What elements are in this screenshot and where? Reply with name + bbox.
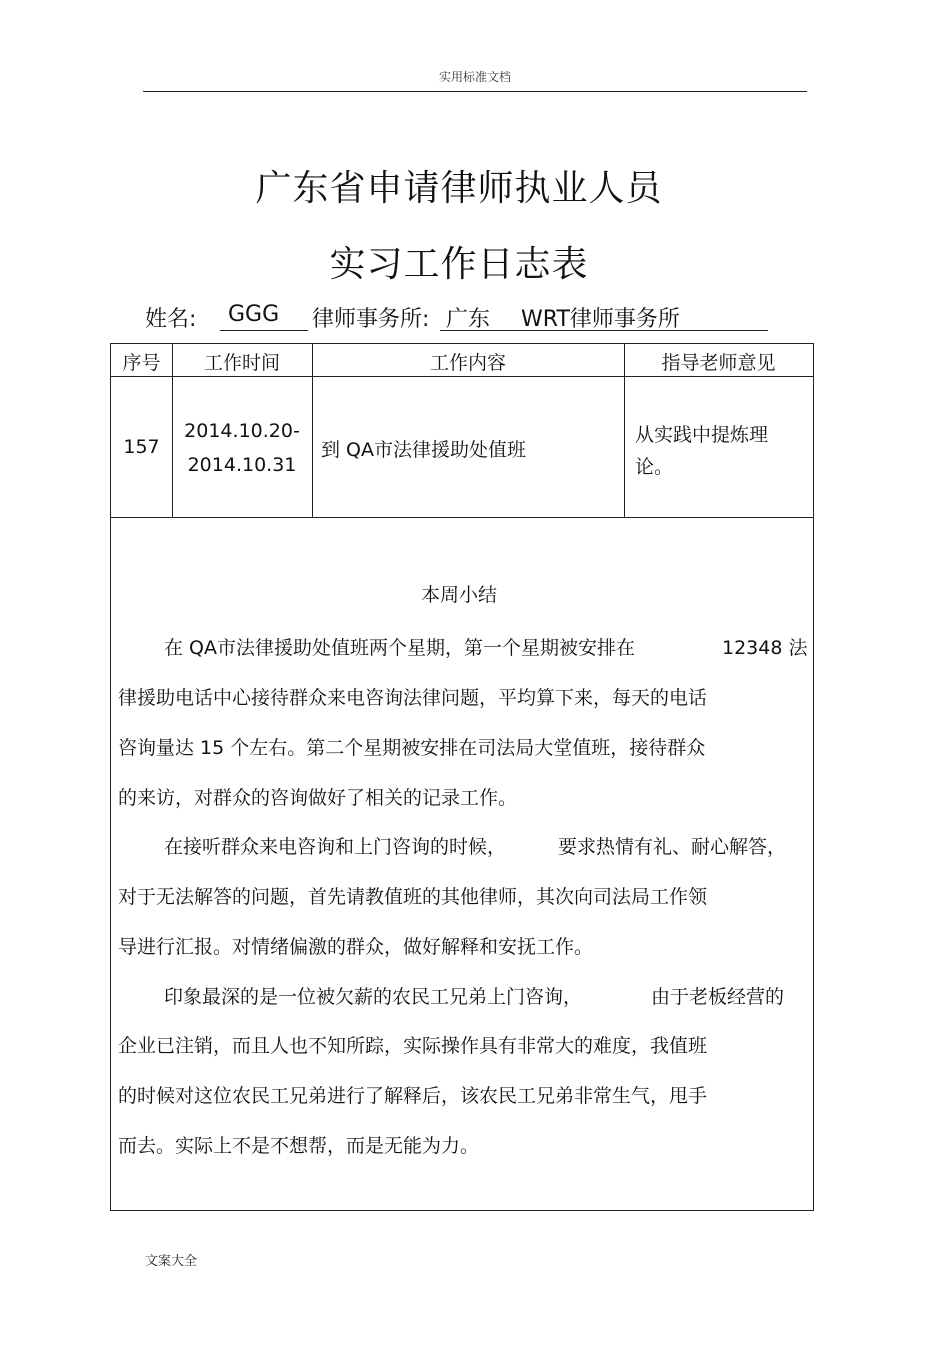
row-opinion-line1: 从实践中提炼理: [635, 424, 769, 446]
name-underline: [220, 330, 308, 331]
firm-value-name: WRT律师事务所: [521, 307, 680, 332]
summary-line: 导进行汇报。对情绪偏激的群众，做好解释和安抚工作。: [118, 936, 594, 958]
summary-line: 印象最深的是一位被欠薪的农民工兄弟上门咨询，: [164, 986, 583, 1008]
summary-line: 要求热情有礼、耐心解答，: [558, 836, 787, 858]
header-work-time: 工作时间: [203, 352, 280, 374]
row-content: 到 QA市法律援助处值班: [321, 439, 526, 461]
page-header-label: 实用标准文档: [438, 70, 511, 84]
row-time-start: 2014.10.20-: [184, 420, 300, 442]
firm-underline: [440, 330, 768, 331]
page-footer-label: 文案大全: [145, 1254, 198, 1269]
info-row: [0, 302, 950, 332]
summary-line: 律援助电话中心接待群众来电咨询法律问题，平均算下来，每天的电话: [118, 687, 708, 709]
row-opinion-line2: 论。: [635, 456, 674, 478]
table-header-divider: [111, 376, 813, 377]
summary-line: 对于无法解答的问题，首先请教值班的其他律师，其次向司法局工作领: [118, 886, 708, 908]
firm-label: 律师事务所:: [312, 307, 430, 332]
row-time-end: 2014.10.31: [187, 454, 297, 476]
row-seq: 157: [123, 436, 160, 458]
summary-line: 12348 法: [722, 637, 808, 659]
summary-line: 的时候对这位农民工兄弟进行了解释后，该农民工兄弟非常生气，甩手: [118, 1085, 708, 1107]
header-supervisor-opinion: 指导老师意见: [661, 352, 776, 374]
name-value: GGG: [228, 302, 280, 327]
name-label: 姓名:: [145, 307, 197, 332]
summary-line: 咨询量达 15 个左右。第二个星期被安排在司法局大堂值班，接待群众: [118, 737, 706, 759]
header-work-content: 工作内容: [429, 352, 506, 374]
header-seq: 序号: [122, 352, 161, 374]
summary-line: 在接听群众来电咨询和上门咨询的时候，: [164, 836, 507, 858]
summary-line: 企业已注销，而且人也不知所踪，实际操作具有非常大的难度，我值班: [118, 1035, 708, 1057]
header-divider: [143, 91, 807, 92]
firm-value-region: 广东: [446, 307, 491, 332]
summary-line: 而去。实际上不是不想帮，而是无能为力。: [118, 1135, 480, 1157]
table-row-divider: [111, 517, 813, 518]
summary-line: 的来访，对群众的咨询做好了相关的记录工作。: [118, 787, 518, 809]
summary-title: 本周小结: [420, 584, 497, 606]
summary-line: 由于老板经营的: [651, 986, 785, 1008]
summary-line: 在 QA市法律援助处值班两个星期，第一个星期被安排在: [164, 637, 635, 659]
document-title-line2: 实习工作日志表: [329, 244, 589, 285]
document-title-line1: 广东省申请律师执业人员: [255, 168, 663, 209]
